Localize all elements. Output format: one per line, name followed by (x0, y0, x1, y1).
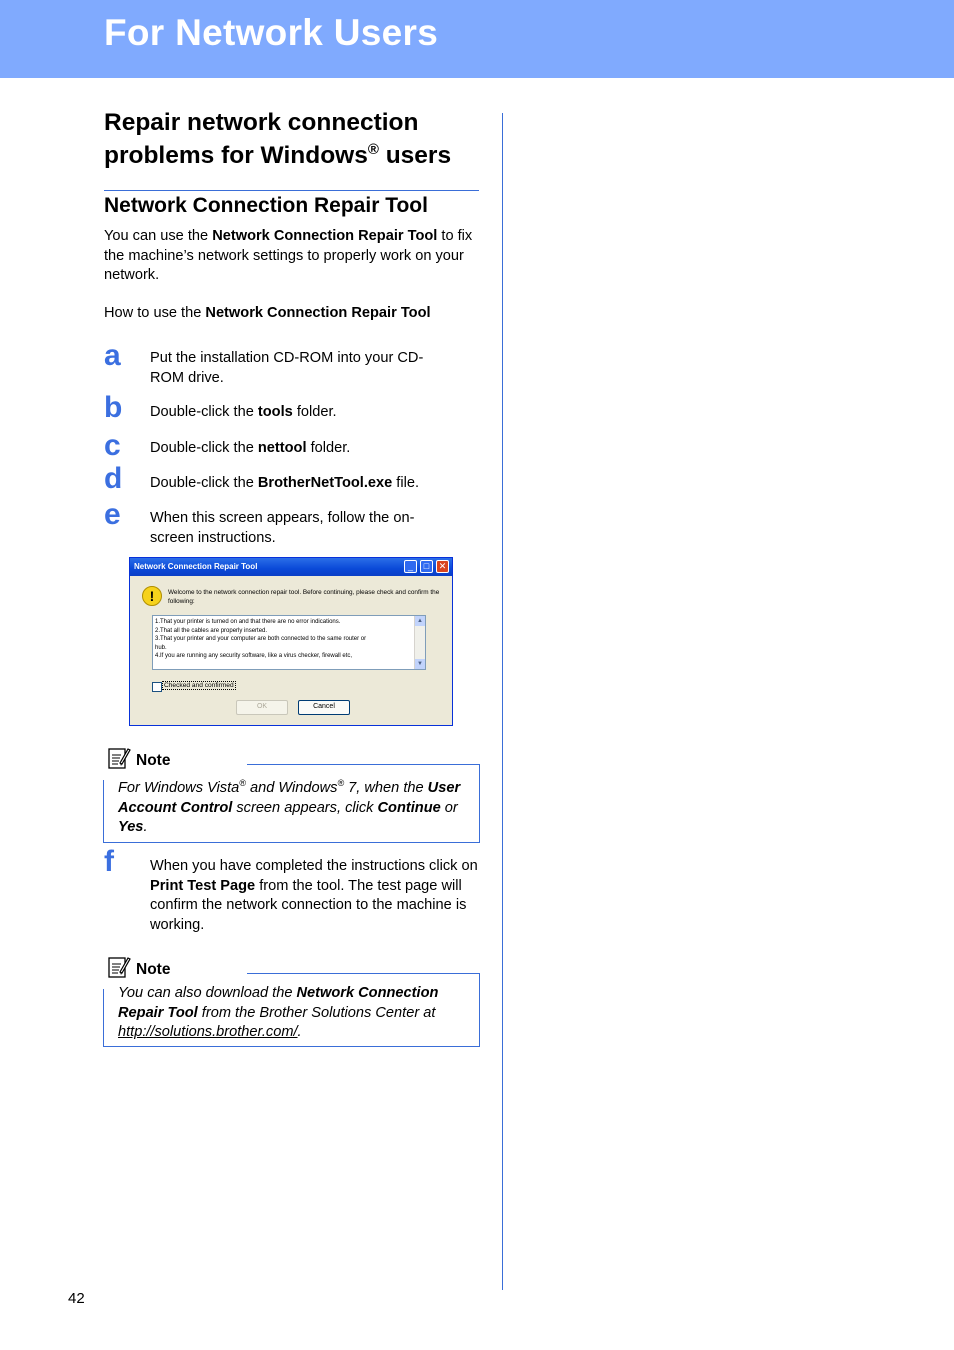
note1-b1: User Account Control (118, 780, 461, 816)
step-c-bold: nettool (257, 440, 307, 456)
how-to-text: How to use the (104, 305, 206, 321)
step-letter-e: e (104, 498, 121, 531)
step-text-e: When this screen appears, follow the on-screen instructions. (150, 510, 415, 546)
note1-t5: or (440, 799, 458, 816)
scroll-up-icon[interactable]: ▲ (415, 616, 425, 626)
note2-t2: from the Brother Solutions Center at (197, 1004, 436, 1021)
confirm-checkbox[interactable] (152, 682, 162, 692)
note1-text (118, 779, 468, 838)
note2-text (118, 984, 468, 1043)
checklist-line-3: 3.That your printer and your computer are both connected to the same router or (155, 636, 367, 642)
step-f-pre: When you have completed the instructions click on (150, 858, 478, 874)
step-d-post: file. (392, 475, 419, 491)
section-title-line1: Repair network connection (104, 109, 419, 136)
step-text-a: Put the installation CD-ROM into your CD-ROM drive. (150, 350, 424, 386)
note1-t6: . (143, 819, 148, 835)
cancel-button[interactable]: Cancel (298, 700, 350, 715)
step-text-b (150, 403, 480, 423)
note-box-edge (479, 973, 480, 990)
note-label: Note (136, 961, 171, 978)
step-text-c (150, 439, 480, 459)
step-b-bold: tools (257, 404, 293, 420)
step-f-post: from the tool. The test page will confirm the network connection to the machine is working. (150, 877, 467, 933)
page-title: For Network Users (104, 12, 439, 53)
ok-button[interactable]: OK (236, 700, 288, 715)
step-letter-b: b (104, 391, 123, 424)
step-letter-c: c (104, 429, 121, 462)
note-top-rule (247, 973, 480, 974)
note1-b3: Yes (118, 819, 144, 835)
repair-tool-dialog (129, 557, 453, 726)
note1-t3: 7, when the (344, 780, 428, 796)
registered-mark: ® (367, 141, 379, 158)
step-text-d (150, 474, 480, 494)
note1-t2: and Windows (245, 780, 338, 796)
note1-t4: screen appears, click (232, 799, 378, 816)
step-text-f (150, 857, 480, 935)
checklist-box[interactable] (152, 615, 426, 670)
dialog-title: Network Connection Repair Tool (134, 562, 258, 571)
dialog-welcome-text: Welcome to the network connection repair tool. Before continuing, please check and confirm the following: (168, 589, 440, 605)
note1-t1: For Windows Vista (118, 780, 240, 796)
checklist-line-5: 4.If you are running any security software, like a virus checker, firewall etc, (155, 653, 353, 659)
step-letter-a: a (104, 339, 121, 372)
how-to-tool-name: Network Connection Repair Tool (205, 305, 431, 321)
note1-reg2: ® (337, 778, 345, 788)
step-d-bold: BrotherNetTool.exe (257, 475, 393, 491)
subsection-title: Network Connection Repair Tool (104, 194, 428, 217)
note-box-edge (479, 764, 480, 781)
note-label: Note (136, 752, 171, 769)
checklist-scrollbar[interactable] (414, 616, 425, 669)
intro-text-end: to fix the machine’s network settings to properly work on your network. (104, 228, 473, 283)
step-b-pre: Double-click the (150, 404, 258, 420)
solutions-center-link[interactable]: http://solutions.brother.com/ (118, 1024, 298, 1040)
header-banner (0, 0, 954, 78)
step-b-post: folder. (292, 404, 337, 420)
note1-reg1: ® (239, 778, 246, 788)
checklist-line-4: hub. (155, 644, 167, 651)
scroll-down-icon[interactable]: ▼ (415, 659, 425, 669)
note1-b2: Continue (377, 799, 441, 816)
step-d-pre: Double-click the (150, 475, 258, 491)
step-f-bold: Print Test Page (150, 877, 256, 894)
intro-paragraph (104, 227, 479, 286)
close-icon[interactable]: ✕ (436, 560, 449, 573)
step-letter-f: f (104, 845, 114, 878)
note-pencil-icon (107, 746, 131, 770)
note2-t1: You can also download the (118, 985, 297, 1001)
section-title-line2: problems for Windows (104, 142, 368, 169)
step-c-post: folder. (306, 440, 351, 456)
note-top-rule (247, 764, 480, 765)
section-title (104, 106, 484, 172)
minimize-icon[interactable]: _ (404, 560, 417, 573)
section-title-line2-end: users (378, 142, 452, 169)
note-pencil-icon (107, 955, 131, 979)
note2-t3: . (297, 1024, 302, 1040)
step-c-pre: Double-click the (150, 440, 258, 456)
intro-text: You can use the (104, 228, 213, 244)
confirm-checkbox-label[interactable]: Checked and confirmed (164, 682, 234, 689)
checklist-line-1: 1.That your printer is turned on and that there are no error indications. (155, 619, 341, 625)
column-divider (502, 113, 503, 1290)
step-letter-d: d (104, 462, 123, 495)
how-to-paragraph (104, 304, 479, 324)
warning-icon: ! (142, 586, 162, 606)
maximize-icon[interactable]: □ (420, 560, 433, 573)
dialog-titlebar (130, 558, 452, 576)
intro-tool-name: Network Connection Repair Tool (212, 228, 438, 244)
section-divider (104, 190, 479, 191)
note2-b1: Network Connection Repair Tool (118, 985, 439, 1021)
checklist-line-2: 2.That all the cables are properly inserted. (155, 627, 268, 634)
page-number: 42 (68, 1290, 85, 1307)
